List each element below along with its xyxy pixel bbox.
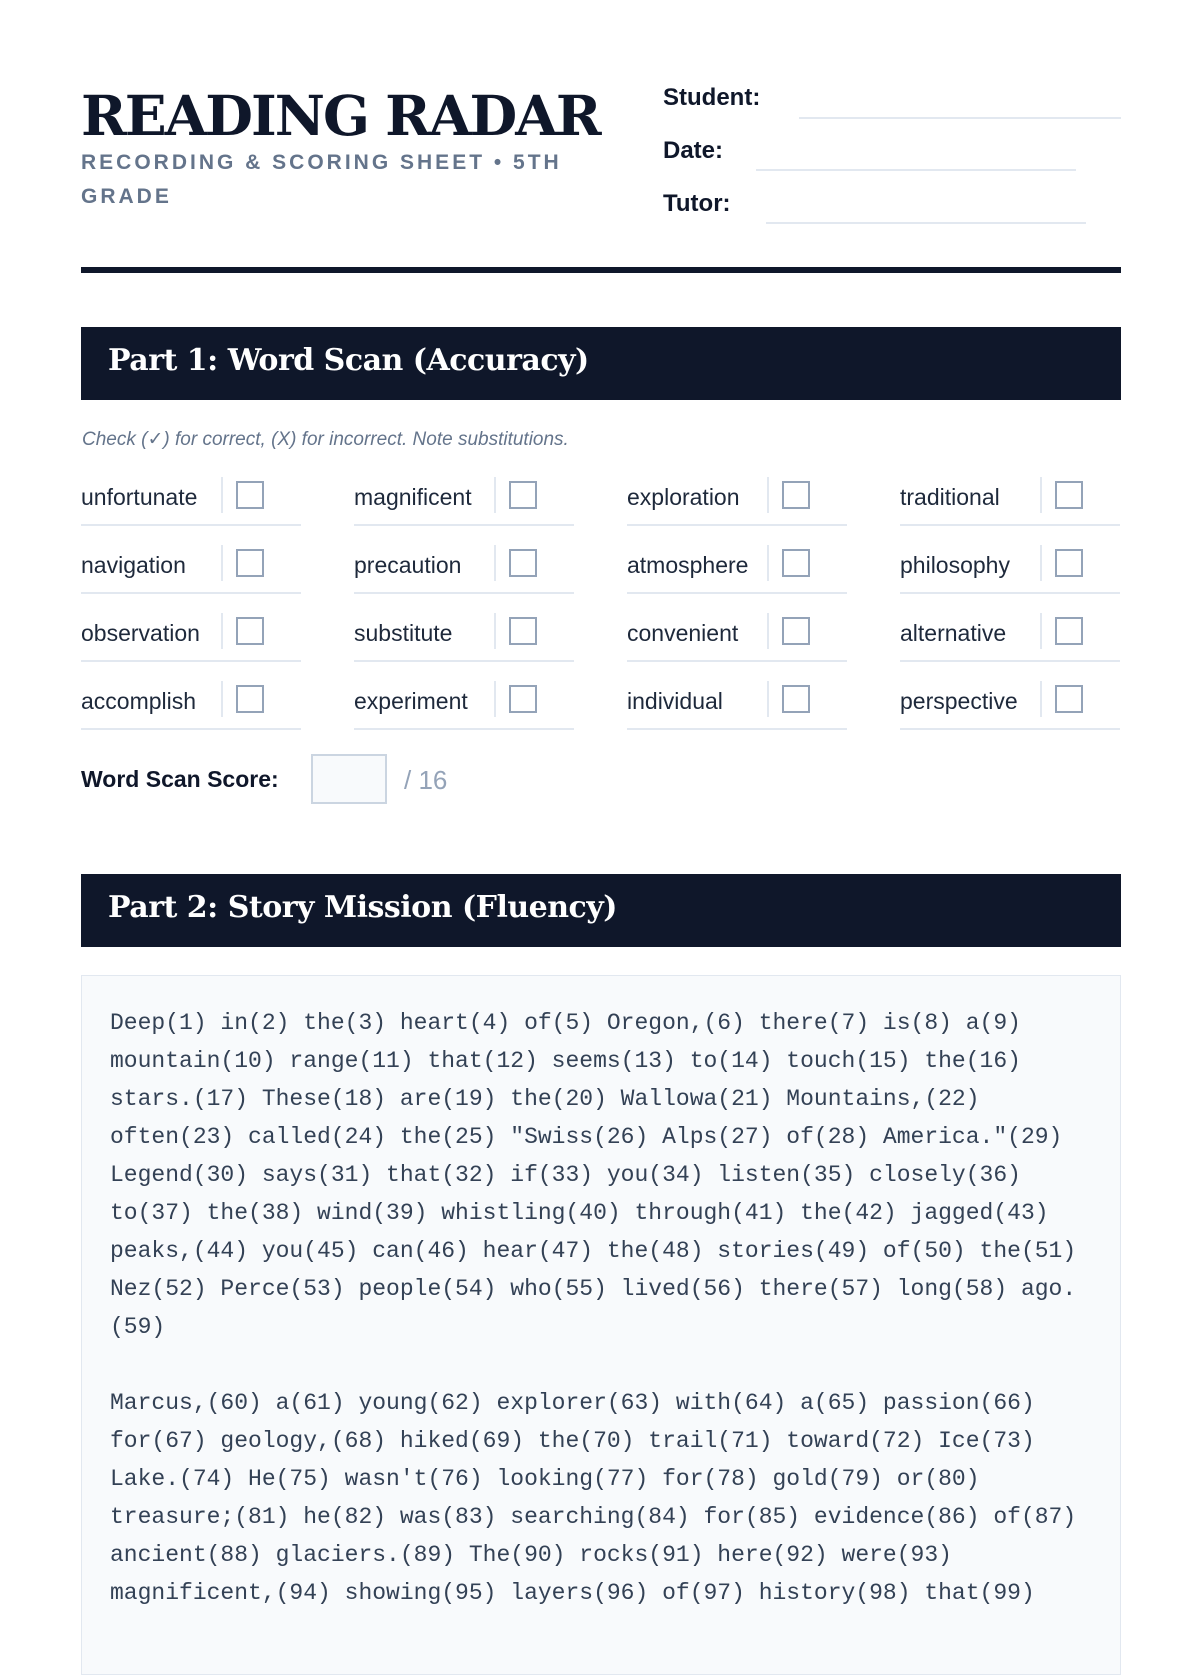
word-separator bbox=[767, 613, 769, 649]
word-item bbox=[81, 603, 301, 662]
word-checkbox[interactable] bbox=[1055, 617, 1083, 645]
word-checkbox[interactable] bbox=[509, 617, 537, 645]
student-line[interactable] bbox=[799, 117, 1121, 119]
word-item bbox=[900, 603, 1120, 662]
student-label: Student: bbox=[663, 84, 761, 111]
word-label: unfortunate bbox=[81, 484, 198, 510]
word-checkbox[interactable] bbox=[236, 549, 264, 577]
word-separator bbox=[494, 545, 496, 581]
date-label: Date: bbox=[663, 137, 724, 164]
word-separator bbox=[1040, 545, 1042, 581]
word-item bbox=[81, 535, 301, 594]
word-label: individual bbox=[627, 688, 723, 714]
word-scan-score bbox=[81, 754, 681, 810]
word-checkbox[interactable] bbox=[1055, 549, 1083, 577]
page-subtitle: RECORDING & SCORING SHEET • 5TH GRADE bbox=[81, 151, 562, 208]
passage-paragraph-2: Marcus,(60) a(61) young(62) explorer(63) with(64) a(65) passion(66) for(67) geology,(68) hiked(69) the(70) trail(71) toward(72) Ice(73) Lake.(74) He(75) wasn't(76) looking(77) for(78) gold(79) or(80) treasure;(81) he(82) was(83) searching(84) for(85) evidence(86) of(87) ancient(88) glaciers.(89) The(90) rocks(91) here(92) were(93) magnificent,(94) showing(95) layers(96) of(97) history(98) that(99) bbox=[110, 1390, 1077, 1606]
passage-paragraph-1: Deep(1) in(2) the(3) heart(4) of(5) Oregon,(6) there(7) is(8) a(9) mountain(10) range(11) that(12) seems(13) to(14) touch(15) the(16) stars.(17) These(18) are(19) the(20) Wallowa(21) Mountains,(22) often(23) called(24) the(25) "Swiss(26) Alps(27) of(28) America."(29) Legend(30) says(31) that(32) if(33) you(34) listen(35) closely(36) to(37) the(38) wind(39) whistling(40) through(41) the(42) jagged(43) peaks,(44) you(45) can(46) hear(47) the(48) stories(49) of(50) the(51) Nez(52) Perce(53) people(54) who(55) lived(56) there(57) long(58) ago. (59) bbox=[110, 1010, 1077, 1340]
tutor-field[interactable] bbox=[663, 190, 1121, 230]
word-label: accomplish bbox=[81, 688, 197, 714]
word-separator bbox=[221, 613, 223, 649]
word-checkbox[interactable] bbox=[782, 481, 810, 509]
word-item bbox=[627, 467, 847, 526]
word-label: convenient bbox=[627, 620, 739, 646]
word-separator bbox=[494, 681, 496, 717]
word-item bbox=[627, 535, 847, 594]
word-checkbox[interactable] bbox=[236, 481, 264, 509]
word-item bbox=[354, 671, 574, 730]
word-label: precaution bbox=[354, 552, 462, 578]
word-separator bbox=[221, 477, 223, 513]
word-checkbox[interactable] bbox=[782, 617, 810, 645]
word-item bbox=[354, 535, 574, 594]
word-label: traditional bbox=[900, 484, 1000, 510]
date-field[interactable] bbox=[663, 137, 1121, 177]
word-label: perspective bbox=[900, 688, 1018, 714]
score-input-box[interactable] bbox=[311, 754, 387, 804]
word-separator bbox=[494, 477, 496, 513]
part2-heading bbox=[81, 874, 1121, 947]
word-item bbox=[81, 671, 301, 730]
score-label: Word Scan Score: bbox=[81, 766, 279, 792]
word-separator bbox=[767, 681, 769, 717]
word-separator bbox=[767, 545, 769, 581]
word-label: magnificent bbox=[354, 484, 472, 510]
word-checkbox[interactable] bbox=[1055, 481, 1083, 509]
word-label: observation bbox=[81, 620, 200, 646]
part1-heading-text: Part 1: Word Scan (Accuracy) bbox=[108, 343, 589, 378]
tutor-line[interactable] bbox=[766, 222, 1086, 224]
word-checkbox[interactable] bbox=[236, 685, 264, 713]
word-label: substitute bbox=[354, 620, 453, 646]
word-separator bbox=[494, 613, 496, 649]
word-label: experiment bbox=[354, 688, 468, 714]
word-separator bbox=[1040, 613, 1042, 649]
word-checkbox[interactable] bbox=[509, 549, 537, 577]
page-title: READING RADAR bbox=[81, 83, 600, 148]
word-separator bbox=[1040, 477, 1042, 513]
word-item bbox=[81, 467, 301, 526]
word-label: atmosphere bbox=[627, 552, 749, 578]
word-checkbox[interactable] bbox=[782, 685, 810, 713]
header-divider bbox=[81, 267, 1121, 273]
word-checkbox[interactable] bbox=[509, 481, 537, 509]
word-separator bbox=[221, 545, 223, 581]
word-label: navigation bbox=[81, 552, 186, 578]
word-item bbox=[354, 603, 574, 662]
part1-heading bbox=[81, 327, 1121, 400]
header bbox=[81, 84, 1121, 274]
word-item bbox=[900, 671, 1120, 730]
word-item bbox=[627, 671, 847, 730]
word-label: exploration bbox=[627, 484, 740, 510]
word-checkbox[interactable] bbox=[1055, 685, 1083, 713]
word-item bbox=[900, 535, 1120, 594]
word-label: philosophy bbox=[900, 552, 1010, 578]
score-max: / 16 bbox=[404, 765, 448, 795]
word-label: alternative bbox=[900, 620, 1007, 646]
date-line[interactable] bbox=[756, 169, 1076, 171]
word-item bbox=[354, 467, 574, 526]
word-item bbox=[900, 467, 1120, 526]
word-item bbox=[627, 603, 847, 662]
word-checkbox[interactable] bbox=[509, 685, 537, 713]
word-checkbox[interactable] bbox=[782, 549, 810, 577]
student-field[interactable] bbox=[663, 84, 1121, 124]
story-passage bbox=[81, 975, 1121, 1675]
part2-heading-text: Part 2: Story Mission (Fluency) bbox=[108, 890, 617, 925]
tutor-label: Tutor: bbox=[663, 190, 731, 217]
part1-instruction: Check (✓) for correct, (X) for incorrect. Note substitutions. bbox=[82, 429, 569, 450]
word-separator bbox=[1040, 681, 1042, 717]
word-separator bbox=[221, 681, 223, 717]
word-separator bbox=[767, 477, 769, 513]
word-checkbox[interactable] bbox=[236, 617, 264, 645]
